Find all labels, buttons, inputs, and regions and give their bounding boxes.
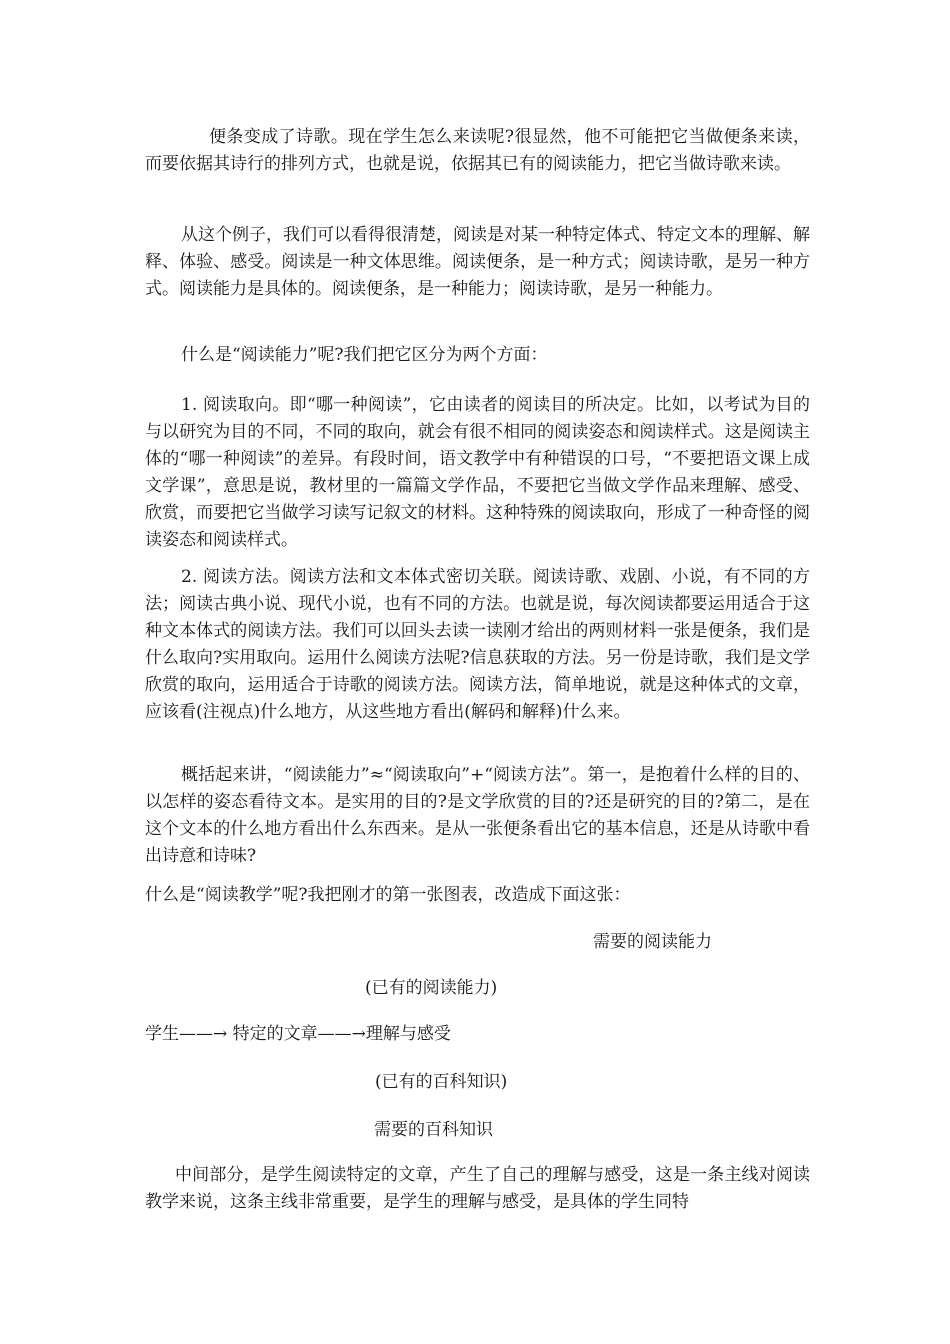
paragraph-4: 1. 阅读取向。即“哪一种阅读”，它由读者的阅读目的所决定。比如，以考试为目的与以研究为目的不同，不同的取向，就会有很不相同的阅读姿态和阅读样式。这是阅读主体的“哪一种阅读”的差异。有段时间，语文教学中有种错误的口号，“不要把语文课上成文学课”，意思是说，教材里的一篇篇文学作品，不要把它当做文学作品来理解、感受、欣赏，而要把它当做学习读写记叙文的材料。这种特殊的阅读取向，形成了一种奇怪的阅读姿态和阅读样式。 [145,395,810,550]
paragraph-8: 中间部分，是学生阅读特定的文章，产生了自己的理解与感受，这是一条主线对阅读教学来说，这条主线非常重要，是学生的理解与感受，是具体的学生同特 [145,1165,810,1212]
paragraph-7: 什么是“阅读教学”呢?我把刚才的第一张图表，改造成下面这张： [145,885,631,905]
diagram-needed-knowledge: 需要的百科知识 [374,1120,493,1140]
diagram-existing-ability: (已有的阅读能力) [365,978,498,998]
paragraph-3: 什么是“阅读能力”呢?我们把它区分为两个方面： [181,345,548,365]
diagram-main-line: 学生——→ 特定的文章——→理解与感受 [145,1024,451,1044]
diagram-needed-ability: 需要的阅读能力 [593,932,712,952]
paragraph-2: 从这个例子，我们可以看得很清楚，阅读是对某一种特定体式、特定文本的理解、解释、体验、感受。阅读是一种文体思维。阅读便条，是一种方式；阅读诗歌，是另一种方式。阅读能力是具体的。阅读便条，是一种能力；阅读诗歌，是另一种能力。 [145,225,810,299]
diagram-existing-knowledge: (已有的百科知识) [375,1072,508,1092]
paragraph-5: 2. 阅读方法。阅读方法和文本体式密切关联。阅读诗歌、戏剧、小说，有不同的方法；阅读古典小说、现代小说，也有不同的方法。也就是说，每次阅读都要运用适合于这种文本体式的阅读方法。我们可以回头去读一读刚才给出的两则材料一张是便条，我们是什么取向?实用取向。运用什么阅读方法呢?信息获取的方法。另一份是诗歌，我们是文学欣赏的取向，运用适合于诗歌的阅读方法。阅读方法，简单地说，就是这种体式的文章，应该看(注视点)什么地方，从这些地方看出(解码和解释)什么来。 [145,567,810,722]
paragraph-1: 便条变成了诗歌。现在学生怎么来读呢?很显然，他不可能把它当做便条来读，而要依据其诗行的排列方式，也就是说，依据其已有的阅读能力，把它当做诗歌来读。 [145,127,810,174]
paragraph-6: 概括起来讲，“阅读能力”≈“阅读取向”+“阅读方法”。第一，是抱着什么样的目的、以怎样的姿态看待文本。是实用的目的?是文学欣赏的目的?还是研究的目的?第二，是在这个文本的什么地方看出什么东西来。是从一张便条看出它的基本信息，还是从诗歌中看出诗意和诗味? [145,765,810,866]
